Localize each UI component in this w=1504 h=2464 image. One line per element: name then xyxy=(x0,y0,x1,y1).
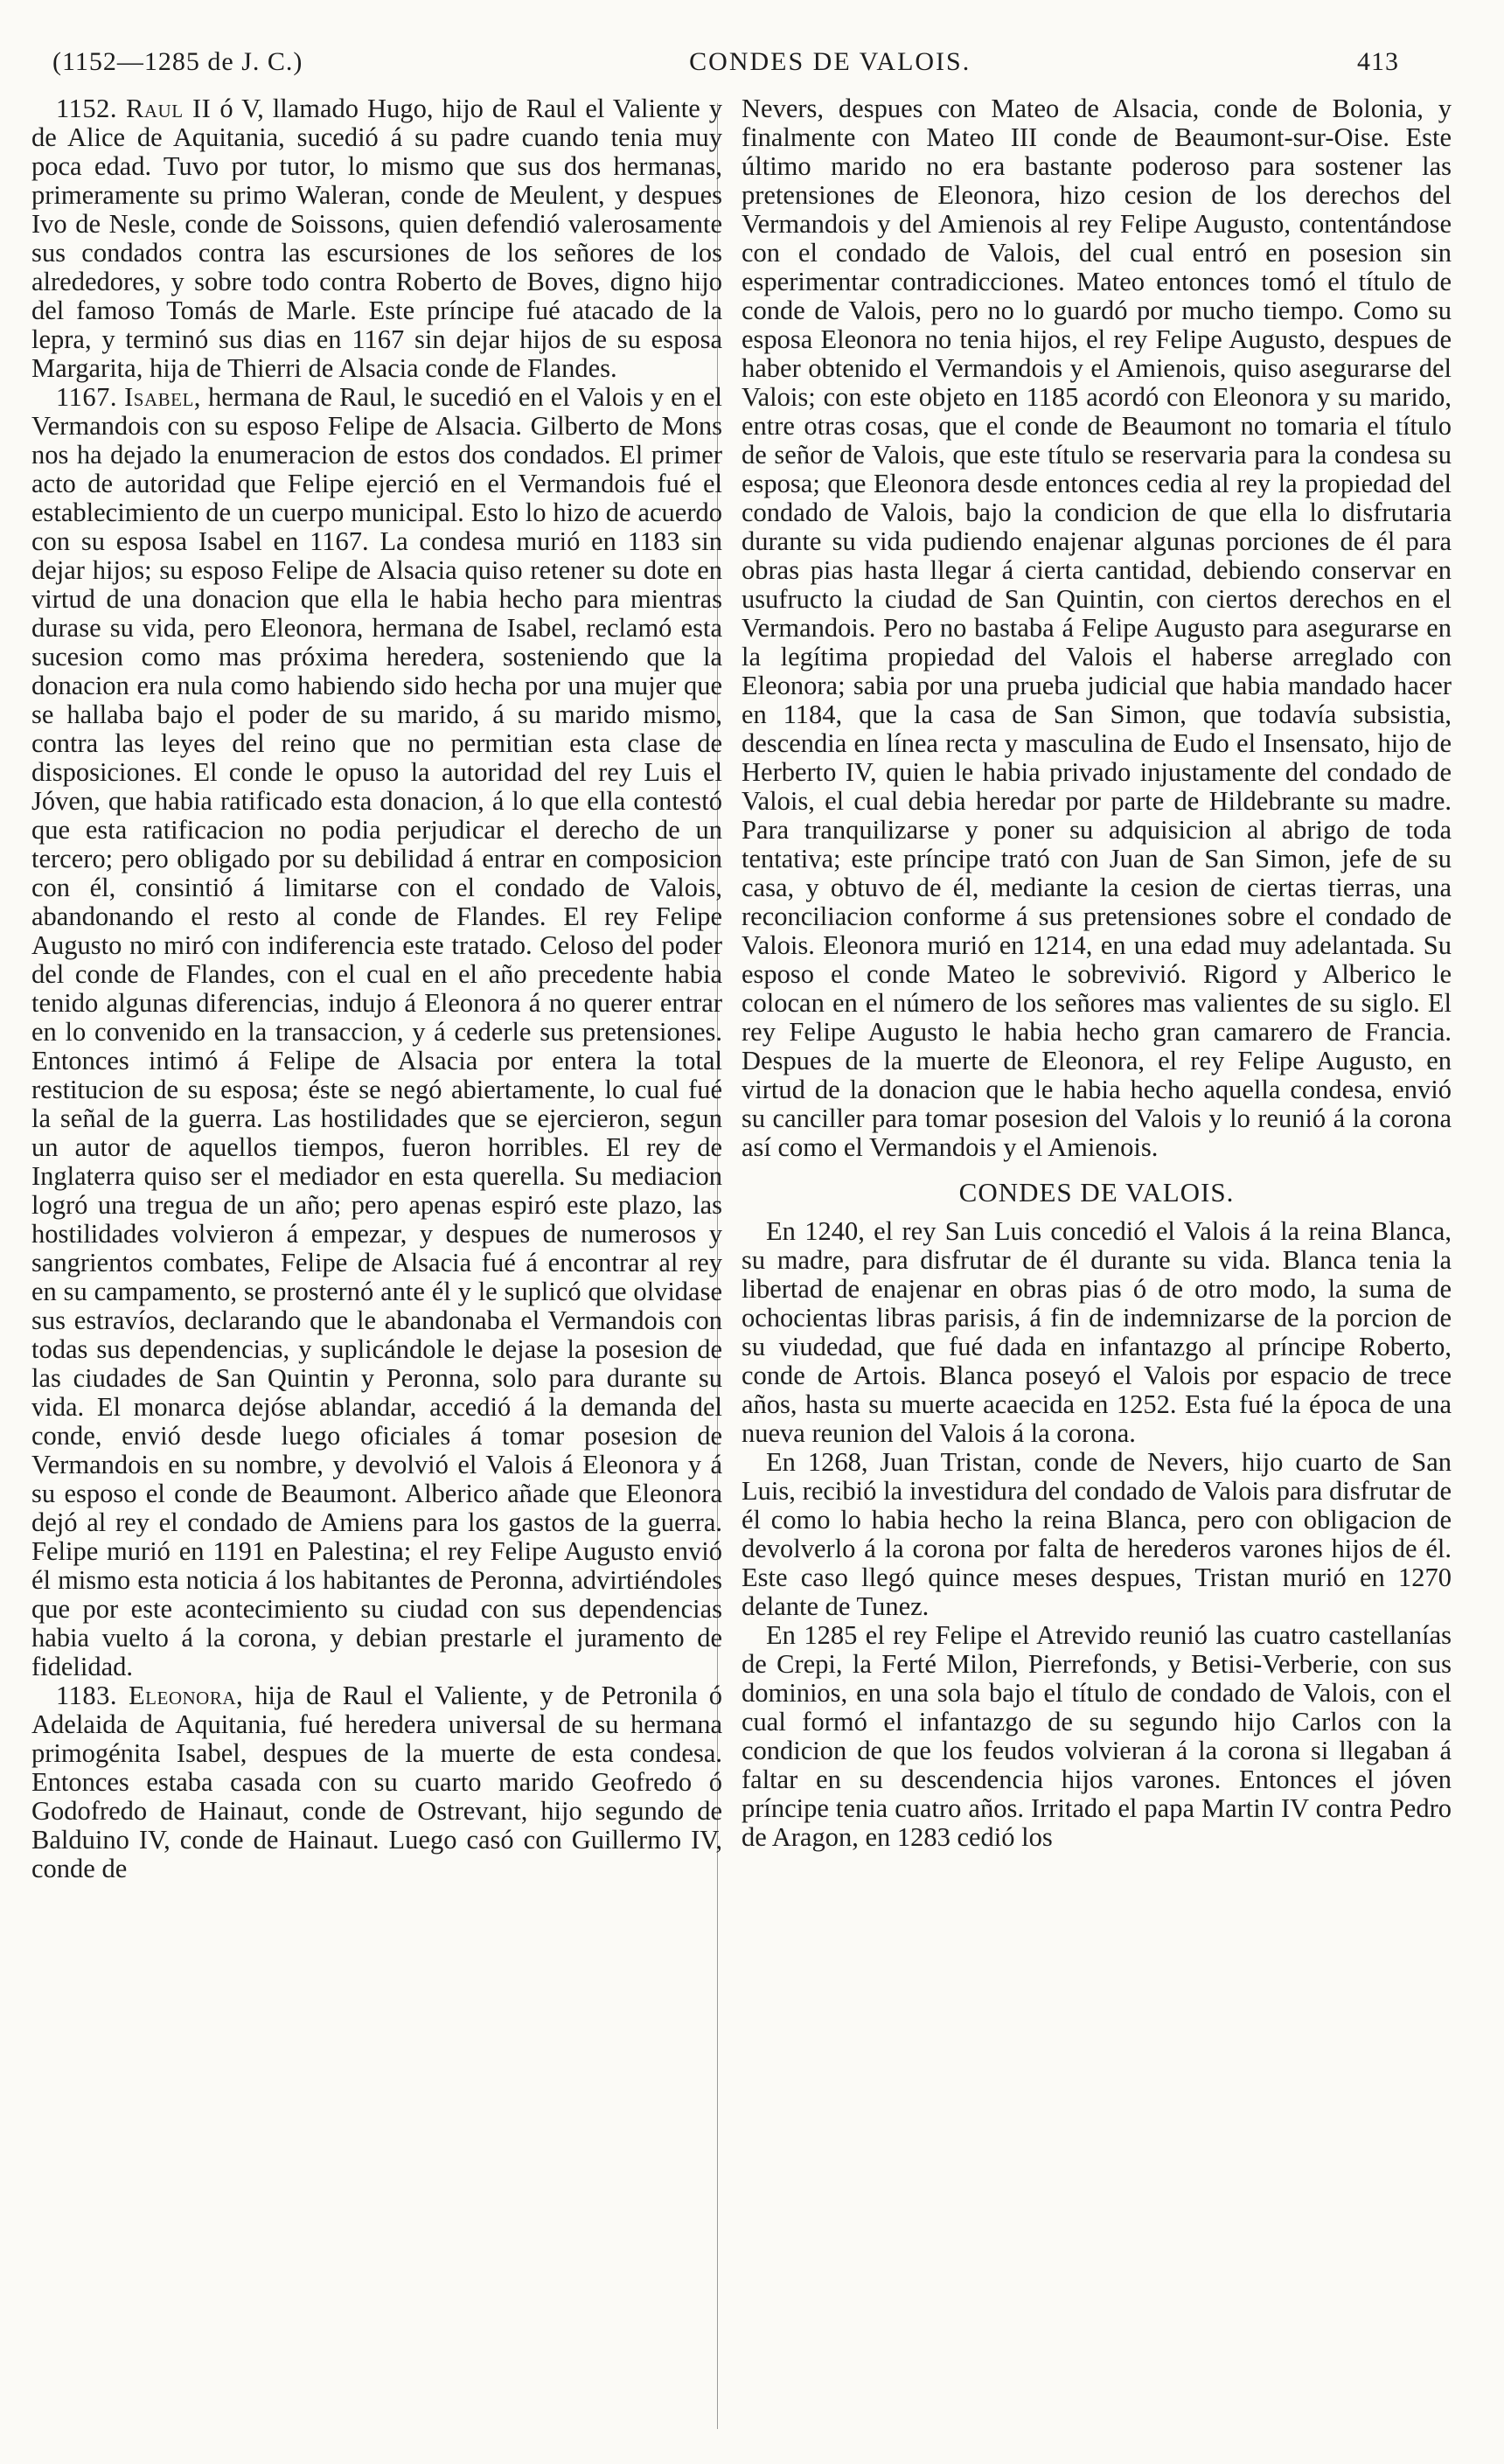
header-title: CONDES DE VALOIS. xyxy=(689,47,971,76)
entry-year: 1167. xyxy=(56,382,117,412)
entry-name: Isabel, xyxy=(124,382,201,412)
entry-text: ó V, llamado Hugo, hijo de Raul el Valiente y de Alice de Aquitania, sucedió á su padre cuando tenia muy poca edad. Tuvo por tutor, lo mismo que sus dos hermanas, primeramente su primo Waleran, conde de Meulent, y despues Ivo de Nesle, conde de Soissons, quien defendió valerosamente sus condados contra las escursiones de los señores de los alrededores, y sobre todo contra Roberto de Boves, digno hijo del famoso Tomás de Marle. Este príncipe fué atacado de la lepra, y terminó sus dias en 1167 sin dejar hijos de su esposa Margarita, hija de Thierri de Alsacia conde de Flandes. xyxy=(31,94,722,383)
entry-isabel xyxy=(31,383,722,1681)
entry-eleonora xyxy=(31,1681,722,1883)
entry-name: Eleonora, xyxy=(129,1681,244,1710)
entry-text-continued: Nevers, despues con Mateo de Alsacia, conde de Bolonia, y finalmente con Mateo III conde de Beaumont-sur-Oise. Este último marido no era bastante poderoso para sostener las pretensiones de Eleonora, hizo cesion de los derechos del Vermandois y del Amienois al rey Felipe Augusto, contentándose con el condado de Valois, del cual entró en posesion sin esperimentar contradicciones. Mateo entonces tomó el título de conde de Valois, pero no lo guardó por mucho tiempo. Como su esposa Eleonora no tenia hijos, el rey Felipe Augusto, despues de haber obtenido el Vermandois y el Amienois, quiso asegurarse del Valois; con este objeto en 1185 acordó con Eleonora y su marido, entre otras cosas, que el conde de Beaumont no tomaria el título de señor de Valois, que este título se reservaria para la condesa su esposa; que Eleonora desde entonces cedia al rey la propiedad del condado de Valois, bajo la condicion de que ella lo disfrutaria durante su vida pudiendo enajenar algunas porciones de él para obras pias hasta llegar á cierta cantidad, debiendo conservar en usufructo la ciudad de San Quintin, con ciertos derechos en el Vermandois. Pero no bastaba á Felipe Augusto para asegurarse en la legítima propiedad del Valois el haberse arreglado con Eleonora; sabia por una prueba judicial que habia mandado hacer en 1184, que la casa de San Simon, que todavía subsistia, descendia en línea recta y masculina de Eudo el Insensato, hijo de Herberto IV, quien le habia privado injustamente del condado de Valois, el cual debia heredar por parte de Hildebrante su madre. Para tranquilizarse y poner su adquisicion al abrigo de toda tentativa; este príncipe trató con Juan de San Simon, jefe de su casa, y obtuvo de él, mediante la cesion de ciertas tierras, una reconciliacion conforme á sus pretensiones sobre el condado de Valois. Eleonora murió en 1214, en una edad muy adelantada. Su esposo el conde Mateo le sobrevivió. Rigord y Alberico le colocan en el número de los señores mas valientes de su siglo. El rey Felipe Augusto le habia hecho gran camarero de Francia. Despues de la muerte de Eleonora, el rey Felipe Augusto, en virtud de la donacion que le habia hecho aquella condesa, envió su canciller para tomar posesion del Valois y lo reunió á la corona así como el Vermandois y el Amienois. xyxy=(742,94,1452,1162)
entry-raul xyxy=(31,94,722,383)
right-column xyxy=(742,94,1452,1852)
section-paragraph: En 1268, Juan Tristan, conde de Nevers, hijo cuarto de San Luis, recibió la investidura del condado de Valois para disfrutar de él como lo habia hecho la reina Blanca, pero con obligacion de devolverlo á la corona por falta de herederos varones hijos de él. Este caso llegó quince meses despues, Tristan murió en 1270 delante de Tunez. xyxy=(742,1447,1452,1621)
entry-text-part: hija de Raul el Valiente, y de Petronila ó Adelaida de Aquitania, fué heredera universal de su hermana primogénita Isabel, despues de la muerte de esta condesa. Entonces estaba casada con su cuarto marido Geofredo ó Godofredo de Hainaut, conde de Ostrevant, hijo segundo de Balduino IV, conde de Hainaut. Luego casó con Guillermo IV, conde de xyxy=(31,1681,723,1883)
section-paragraph: En 1285 el rey Felipe el Atrevido reunió las cuatro castellanías de Crepi, la Ferté Milon, Pierrefonds, y Betisi-Verberie, con sus dominios, en una sola bajo el título de condado de Valois, con el cual formó el infantazgo de su segundo hijo Carlos con la condicion de que los feudos volvieran á la corona si llegaban á faltar en su descendencia hijos varones. Entonces el jóven príncipe tenia cuatro años. Irritado el papa Martin IV contra Pedro de Aragon, en 1283 cedió los xyxy=(742,1620,1452,1852)
entry-eleonora-continued xyxy=(742,94,1452,1162)
entry-year: 1152. xyxy=(56,94,117,123)
entry-text: hermana de Raul, le sucedió en el Valois y en el Vermandois con su esposo Felipe de Alsacia. Gilberto de Mons nos ha dejado la enumeracion de estos dos condados. El primer acto de autoridad que Felipe ejerció en el Vermandois fué el establecimiento de un cuerpo municipal. Esto lo hizo de acuerdo con su esposa Isabel en 1167. La condesa murió en 1183 sin dejar hijos; su esposo Felipe de Alsacia quiso retener su dote en virtud de una donacion que ella le habia hecho para mientras durase su vida, pero Eleonora, hermana de Isabel, reclamó esta sucesion como mas próxima heredera, sosteniendo que la donacion era nula como habiendo sido hecha por una mujer que se hallaba bajo el poder de su marido, á su marido mismo, contra las leyes del reino que no permitian esta clase de disposiciones. El conde le opuso la autoridad del rey Luis el Jóven, que habia ratificado esta donacion, á lo que ella contestó que esta ratificacion no podia perjudicar el derecho de un tercero; pero obligado por su debilidad á entrar en composicion con él, consintió á limitarse con el condado de Valois, abandonando el resto al conde de Flandes. El rey Felipe Augusto no miró con indiferencia este tratado. Celoso del poder del conde de Flandes, con el cual en el año precedente habia tenido algunas diferencias, indujo á Eleonora á no querer entrar en lo convenido en la transaccion, y á cederle sus pretensiones. Entonces intimó á Felipe de Alsacia por entera la total restitucion de su esposa; éste se negó abiertamente, lo cual fué la señal de la guerra. Las hostilidades que se ejercieron, segun un autor de aquellos tiempos, fueron horribles. El rey de Inglaterra quiso ser el mediador en esta querella. Su mediacion logró una tregua de un año; pero apenas espiró este plazo, las hostilidades volvieron á empezar, y despues de numerosos y sangrientos combates, Felipe de Alsacia fué á encontrar al rey en su campamento, se prosternó ante él y le suplicó que olvidase sus estravíos, declarando que le abandonaba el Vermandois con todas sus dependencias, y suplicándole le dejase la posesion de las ciudades de San Quintin y Peronna, solo para durante su vida. El monarca dejóse ablandar, accedió á la demanda del conde, envió desde luego oficiales á tomar posesion de Vermandois en su nombre, y devolvió el Valois á Eleonora y á su esposo el conde de Beaumont. Alberico añade que Eleonora dejó al rey el condado de Amiens para los gastos de la guerra. Felipe murió en 1191 en Palestina; el rey Felipe Augusto envió él mismo esta noticia á los habitantes de Peronna, advirtiéndoles que por este acontecimiento su ciudad con sus dependencias habia vuelto á la corona, y debian prestarle el juramento de fidelidad. xyxy=(31,382,722,1681)
entry-year: 1183. xyxy=(56,1681,117,1710)
header-date-range: (1152—1285 de J. C.) xyxy=(52,47,303,76)
running-header xyxy=(52,47,1399,86)
page-number: 413 xyxy=(1357,47,1399,76)
section-heading: CONDES DE VALOIS. xyxy=(958,1177,1235,1208)
entry-name: Raul II xyxy=(126,94,212,123)
section-paragraph: En 1240, el rey San Luis concedió el Valois á la reina Blanca, su madre, para disfrutar de él durante su vida. Blanca tenia la libertad de enajenar en obras pias ó de otro modo, la suma de ochocientas libras parisis, á fin de indemnizarse de la porcion de su viudedad, que fué dada en infantazgo al príncipe Roberto, conde de Artois. Blanca poseyó el Valois por espacio de trece años, hasta su muerte acaecida en 1252. Esta fué la época de una nueva reunion del Valois á la corona. xyxy=(742,1216,1452,1448)
left-column xyxy=(31,94,722,1883)
